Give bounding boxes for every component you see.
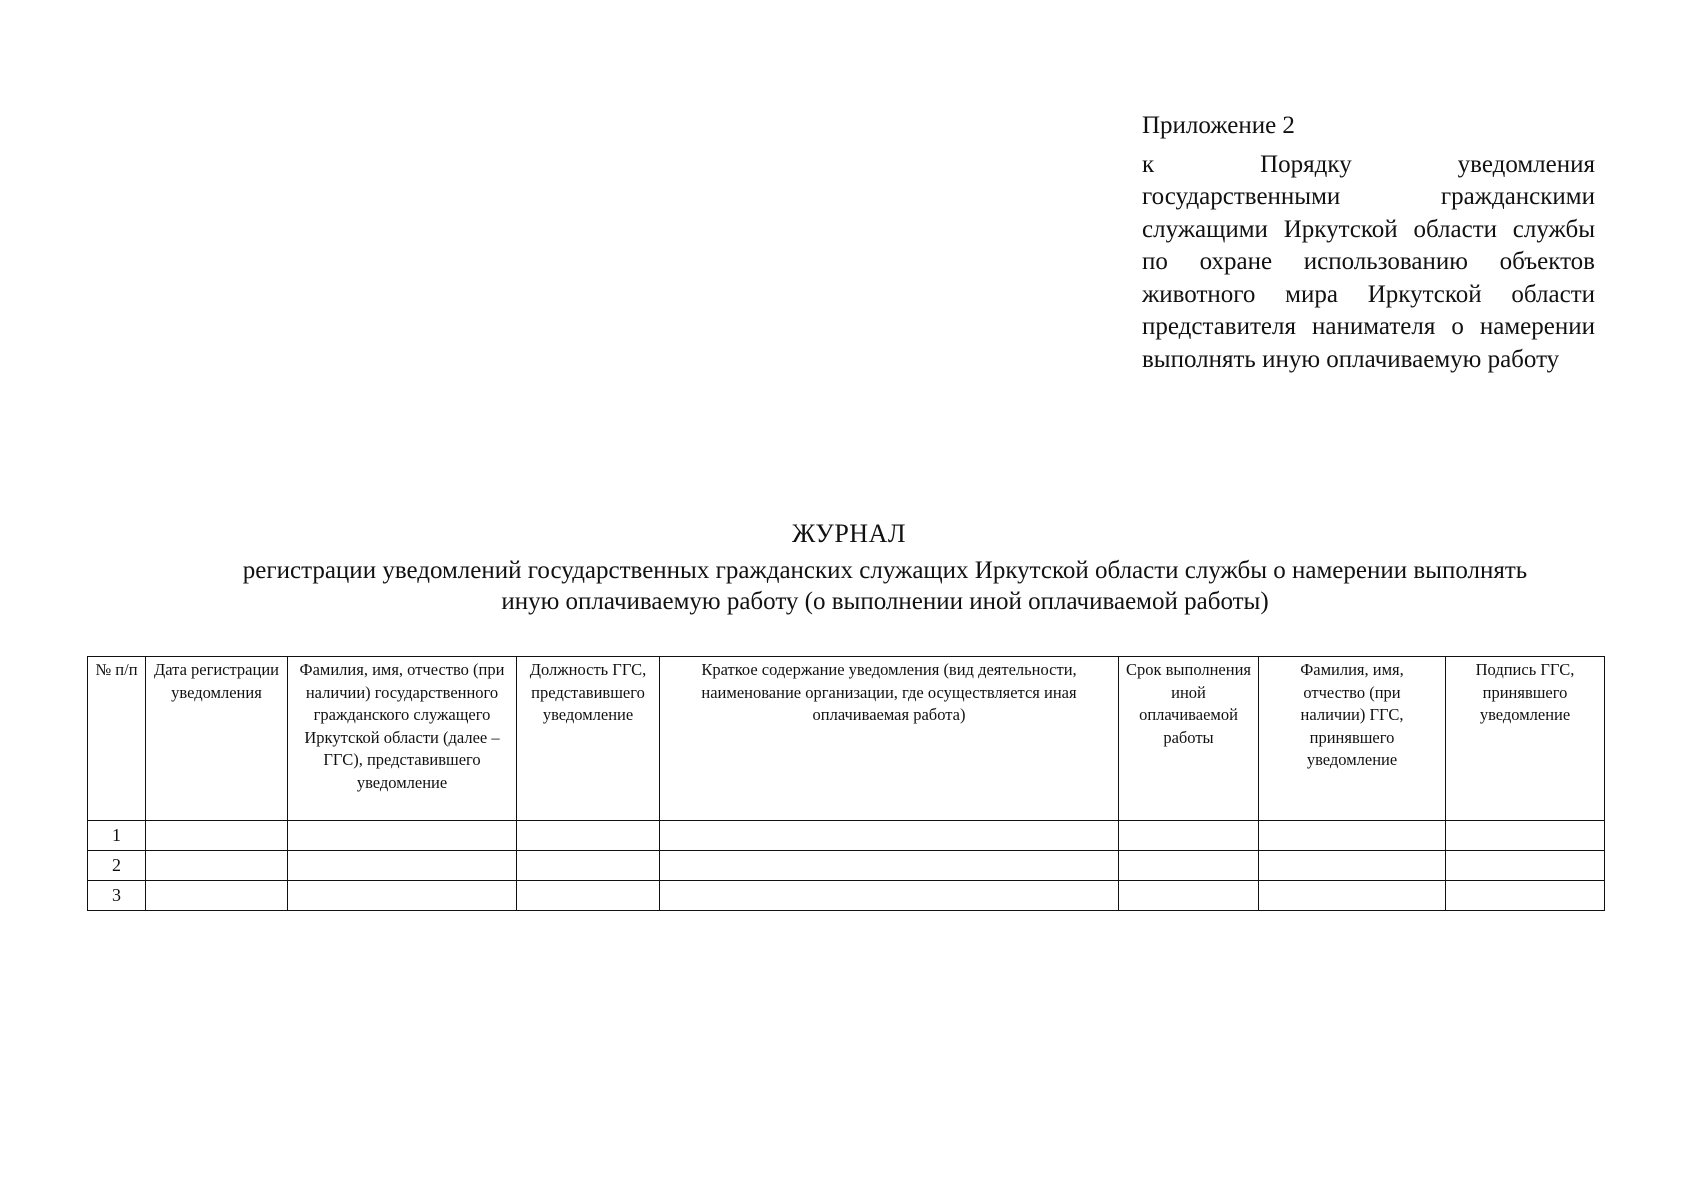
table-cell [1446,851,1605,881]
table-row [88,851,1605,881]
journal-subtitle: регистрации уведомлений государственных гражданских служащих Иркутской области службы о намерении выполнять иную оплачиваемую работу (о выполнении иной оплачиваемой работы) [242,557,1528,615]
table-cell [517,821,660,851]
header-employee-name: Фамилия, имя, отчество (при наличии) государственного гражданского служащего Иркутской области (далее – ГГС), представившего уведомление [288,657,517,821]
table-cell [1446,881,1605,911]
row-number-cell: 2 [88,851,146,881]
journal-title: ЖУРНАЛ [792,519,906,548]
table-cell [1259,851,1446,881]
header-registration-date: Дата регистрации уведомления [146,657,288,821]
table-cell [1119,881,1259,911]
table-cell [146,881,288,911]
table-cell [288,881,517,911]
table-cell [1119,821,1259,851]
row-number-cell: 3 [88,881,146,911]
table-cell [517,881,660,911]
header-receiver-name: Фамилия, имя, отчество (при наличии) ГГС, принявшего уведомление [1259,657,1446,821]
table-cell [1259,881,1446,911]
table-cell [660,821,1119,851]
table-cell [1446,821,1605,851]
table-row [88,881,1605,911]
table-cell [517,851,660,881]
appendix-block [1142,110,1595,376]
table-header-row [88,657,1605,821]
table-cell [1259,821,1446,851]
table-cell [146,851,288,881]
header-receiver-signature: Подпись ГГС, принявшего уведомление [1446,657,1605,821]
table-row [88,821,1605,851]
table-cell [1119,851,1259,881]
header-notice-summary: Краткое содержание уведомления (вид деятельности, наименование организации, где осуществляется иная оплачиваемая работа) [660,657,1119,821]
row-number-cell: 1 [88,821,146,851]
table-cell [288,851,517,881]
header-number: № п/п [88,657,146,821]
header-work-term: Срок выполнения иной оплачиваемой работы [1119,657,1259,821]
journal-table [87,656,1605,911]
header-employee-position: Должность ГГС, представившего уведомление [517,657,660,821]
appendix-body: к Порядку уведомления государственными гражданскими служащими Иркутской области службы по охране использованию объектов животного мира Иркутской области представителя нанимателя о намерении выполнять иную оплачиваемую работу [1142,150,1595,373]
table-cell [660,881,1119,911]
table-cell [146,821,288,851]
appendix-title: Приложение 2 [1142,112,1295,139]
table-cell [288,821,517,851]
table-cell [660,851,1119,881]
